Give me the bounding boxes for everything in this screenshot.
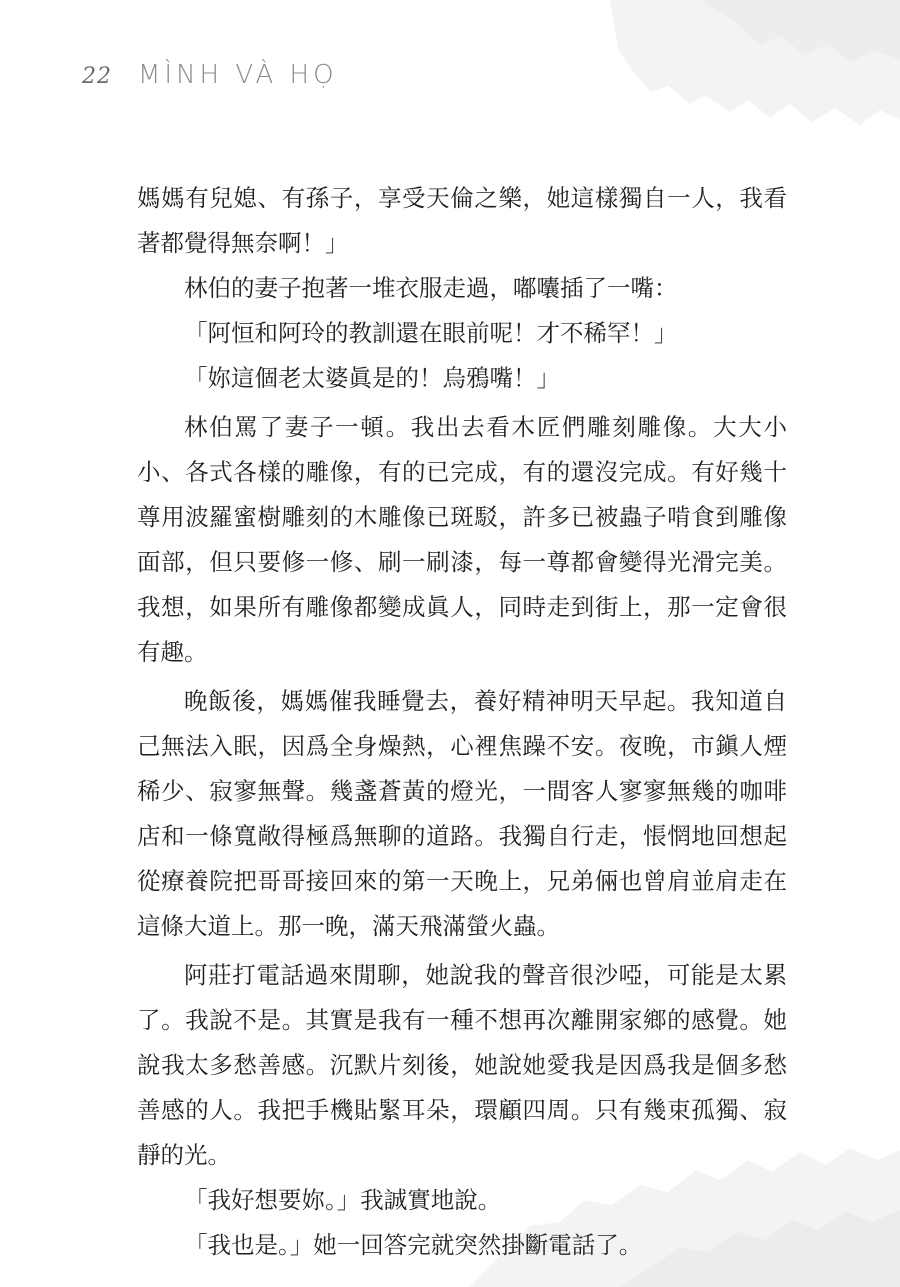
paragraph: 林伯罵了妻子一頓。我出去看木匠們雕刻雕像。大大小小、各式各樣的雕像，有的已完成，有的還沒完成。有好幾十尊用波羅蜜樹雕刻的木雕像已斑駁，許多已被蟲子啃食到雕像面部，但只要修一修、刷一刷漆，每一尊都會變得光滑完美。我想，如果所有雕像都變成眞人，同時走到街上，那一定會很有趣。	[137, 413, 787, 666]
paragraph: 晚飯後，媽媽催我睡覺去，養好精神明天早起。我知道自己無法入眠，因爲全身燥熱，心裡焦躁不安。夜晚，市鎭人煙稀少、寂寥無聲。幾盞蒼黃的燈光，一間客人寥寥無幾的咖啡店和一條寬敞得極爲無聊的道路。我獨自行走，悵惘地回想起從療養院把哥哥接回來的第一天晚上，兄弟倆也曾肩並肩走在這條大道上。那一晚，滿天飛滿螢火蟲。	[137, 687, 787, 940]
paragraph: 「妳這個老太婆眞是的！烏鴉嘴！」	[184, 364, 560, 392]
paragraph: 「我好想要妳。」我誠實地說。	[184, 1186, 502, 1214]
paragraph: 「我也是。」她一回答完就突然掛斷電話了。	[184, 1231, 643, 1259]
page-header	[82, 60, 338, 100]
paragraph: 阿莊打電話過來閒聊，她說我的聲音很沙啞，可能是太累了。我說不是。其實是我有一種不想再次離開家鄉的感覺。她說我太多愁善感。沉默片刻後，她說她愛我是因爲我是個多愁善感的人。我把手機貼緊耳朵，環顧四周。只有幾束孤獨、寂靜的光。	[137, 961, 787, 1169]
paragraph: 林伯的妻子抱著一堆衣服走過，嘟囔插了一嘴：	[184, 274, 678, 302]
paragraph: 「阿恒和阿玲的教訓還在眼前呢！才不稀罕！」	[184, 319, 678, 347]
page-number: 22	[82, 64, 112, 89]
running-title: MÌNH VÀ HỌ	[138, 60, 338, 90]
body-text	[137, 176, 787, 1268]
paragraph: 媽媽有兒媳、有孫子，享受天倫之樂，她這樣獨自一人，我看著都覺得無奈啊！」	[137, 184, 787, 257]
